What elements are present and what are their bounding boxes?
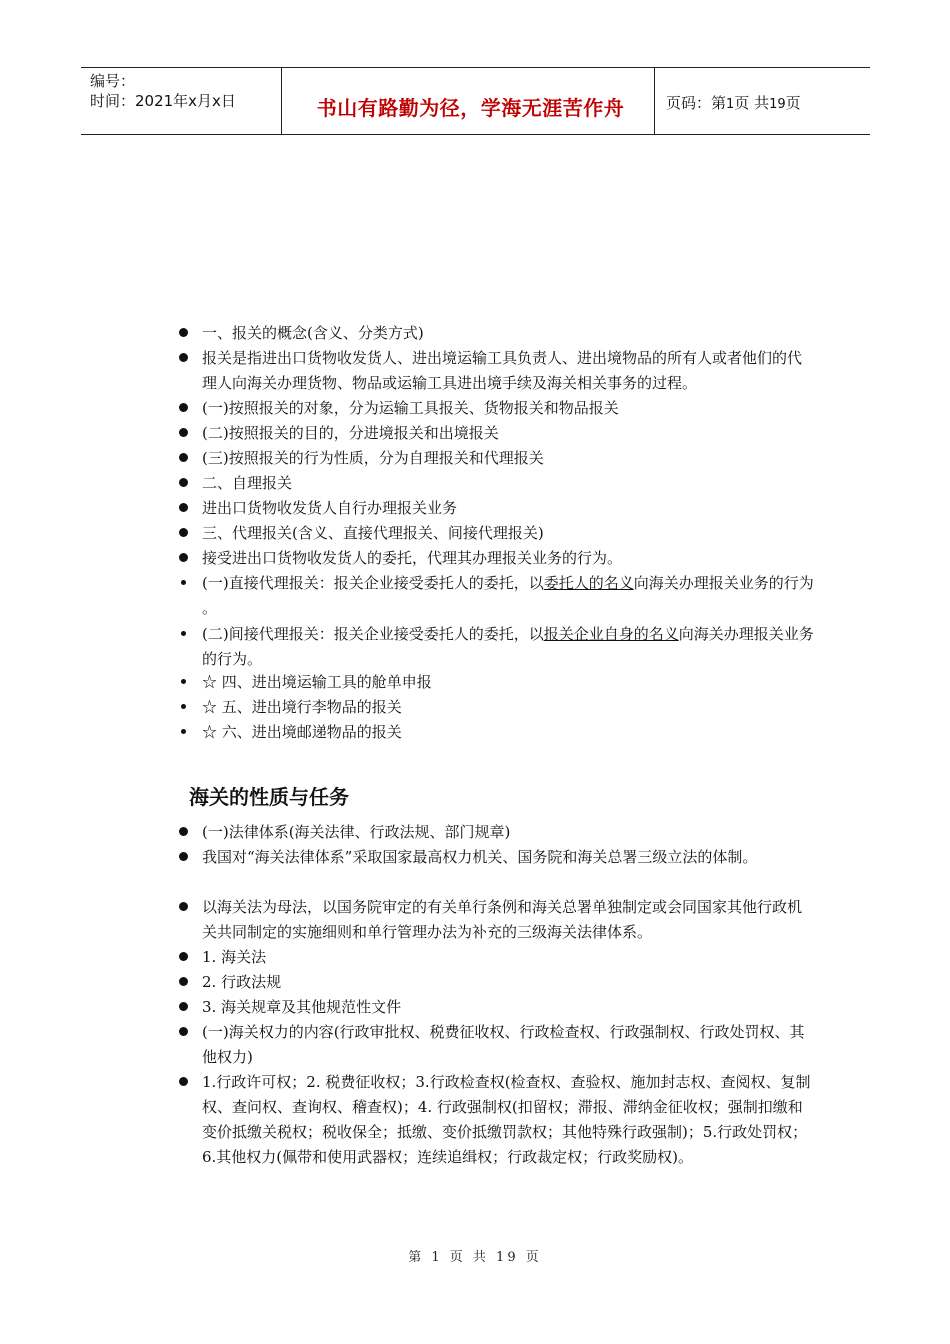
list-item-text: 一、报关的概念(含义、分类方式): [202, 324, 424, 342]
list-item: [175, 421, 815, 446]
list-item: [175, 546, 815, 571]
list-item-text: [202, 622, 815, 672]
list-item-text: (三)按照报关的行为性质，分为自理报关和代理报关: [202, 449, 544, 467]
bullet-icon: [175, 895, 191, 920]
list-item-text: 1. 海关法: [202, 948, 267, 966]
header-divider: [281, 68, 282, 134]
list-item: [175, 1020, 815, 1070]
page-prefix: 页码：第: [666, 94, 727, 112]
list-item: [175, 346, 815, 396]
list-item: [175, 820, 815, 845]
underlined-term: 委托人的名义: [543, 574, 634, 592]
list-item-text: 进出口货物收发货人自行办理报关业务: [202, 499, 458, 517]
underlined-term: 报关企业自身的名义: [543, 625, 679, 643]
bullet-icon: [175, 720, 191, 745]
text-segment: (一)直接代理报关：报关企业接受委托人的委托，以: [202, 574, 544, 592]
page-footer: 第 1 页 共 19 页: [408, 1250, 542, 1265]
list-item: [175, 945, 815, 970]
bullet-icon: [175, 521, 191, 546]
bullet-icon: [175, 396, 191, 421]
bullet-icon: [175, 546, 191, 571]
list-item-text: 二、自理报关: [202, 474, 293, 492]
list-item-text: 三、代理报关(含义、直接代理报关、间接代理报关): [202, 524, 544, 542]
bullet-icon: [175, 421, 191, 446]
list-item: [175, 720, 815, 745]
bullet-icon: [175, 571, 191, 596]
text-segment: 向海关办理报关业务的行为 。: [202, 574, 814, 617]
list-item-text: ☆ 六、进出境邮递物品的报关: [202, 723, 402, 741]
page-total: 19: [769, 97, 786, 112]
bullet-icon: [175, 446, 191, 471]
list-item-text: 1.行政许可权；2. 税费征收权；3.行政检查权(检查权、查验权、施加封志权、查阅权、复制权、查问权、查询权、稽查权)；4. 行政强制权(扣留权；滞报、滞纳金征收权；强制扣缴和变价抵缴关税权；税收保全；抵缴、变价抵缴罚款权；其他特殊行政强制)；5.行政处罚权；6.其他权力(佩带和使用武器权；连续追缉权；行政裁定权；行政奖励权)。: [202, 1073, 811, 1166]
list-item: [175, 995, 815, 1020]
header-meta: [90, 71, 236, 111]
list-item: [175, 622, 815, 672]
bullet-icon: [175, 346, 191, 371]
document-header: [81, 67, 870, 135]
list-item: [175, 321, 815, 346]
bullet-icon: [175, 945, 191, 970]
bullet-icon: [175, 820, 191, 845]
list-item-text: (一)法律体系(海关法律、行政法规、部门规章): [202, 823, 511, 841]
list-item-text: 我国对“海关法律体系”采取国家最高权力机关、国务院和海关总署三级立法的体制。: [202, 848, 758, 866]
text-segment: (二)间接代理报关：报关企业接受委托人的委托，以: [202, 625, 544, 643]
header-motto: 书山有路勤为径，学海无涯苦作舟: [316, 96, 625, 120]
list-item: [175, 695, 815, 720]
bullet-icon: [175, 845, 191, 870]
header-page-info: [666, 92, 801, 113]
page-mid: 页 共: [734, 94, 770, 112]
number-label: 编号：: [90, 72, 136, 90]
bullet-icon: [175, 670, 191, 695]
list-item: [175, 895, 815, 945]
list-item: [175, 970, 815, 995]
page-current: 1: [726, 97, 735, 112]
list-item-text: 2. 行政法规: [202, 973, 282, 991]
list-item: [175, 670, 815, 695]
section-heading: 海关的性质与任务: [189, 785, 349, 809]
list-item: [175, 845, 815, 870]
list-item-text: [202, 571, 815, 621]
list-item: [175, 1070, 815, 1170]
list-item: [175, 396, 815, 421]
list-item-text: (一)按照报关的对象，分为运输工具报关、货物报关和物品报关: [202, 399, 619, 417]
list-item-text: 报关是指进出口货物收发货人、进出境运输工具负责人、进出境物品的所有人或者他们的代理人向海关办理货物、物品或运输工具进出境手续及海关相关事务的过程。: [202, 349, 803, 392]
bullet-icon: [175, 496, 191, 521]
time-label: 时间：2021年x月x日: [90, 92, 236, 110]
list-item-text: ☆ 四、进出境运输工具的舱单申报: [202, 673, 432, 691]
list-item-text: ☆ 五、进出境行李物品的报关: [202, 698, 402, 716]
text-segment: 向海关办理报关业务的行为。: [202, 625, 814, 668]
bullet-icon: [175, 695, 191, 720]
bullet-icon: [175, 321, 191, 346]
list-item: [175, 471, 815, 496]
page-suffix: 页: [785, 94, 801, 112]
bullet-icon: [175, 622, 191, 647]
bullet-icon: [175, 995, 191, 1020]
list-item-text: 3. 海关规章及其他规范性文件: [202, 998, 402, 1016]
bullet-icon: [175, 970, 191, 995]
list-item-text: 以海关法为母法，以国务院审定的有关单行条例和海关总署单独制定或会同国家其他行政机关共同制定的实施细则和单行管理办法为补充的三级海关法律体系。: [202, 898, 803, 941]
list-item: [175, 521, 815, 546]
list-item-text: (一)海关权力的内容(行政审批权、税费征收权、行政检查权、行政强制权、行政处罚权、其他权力): [202, 1023, 805, 1066]
bullet-icon: [175, 1070, 191, 1095]
list-item: [175, 571, 815, 621]
bullet-icon: [175, 1020, 191, 1045]
list-item: [175, 496, 815, 521]
list-item-text: 接受进出口货物收发货人的委托，代理其办理报关业务的行为。: [202, 549, 623, 567]
list-item-text: (二)按照报关的目的，分进境报关和出境报关: [202, 424, 499, 442]
list-item: [175, 446, 815, 471]
bullet-icon: [175, 471, 191, 496]
